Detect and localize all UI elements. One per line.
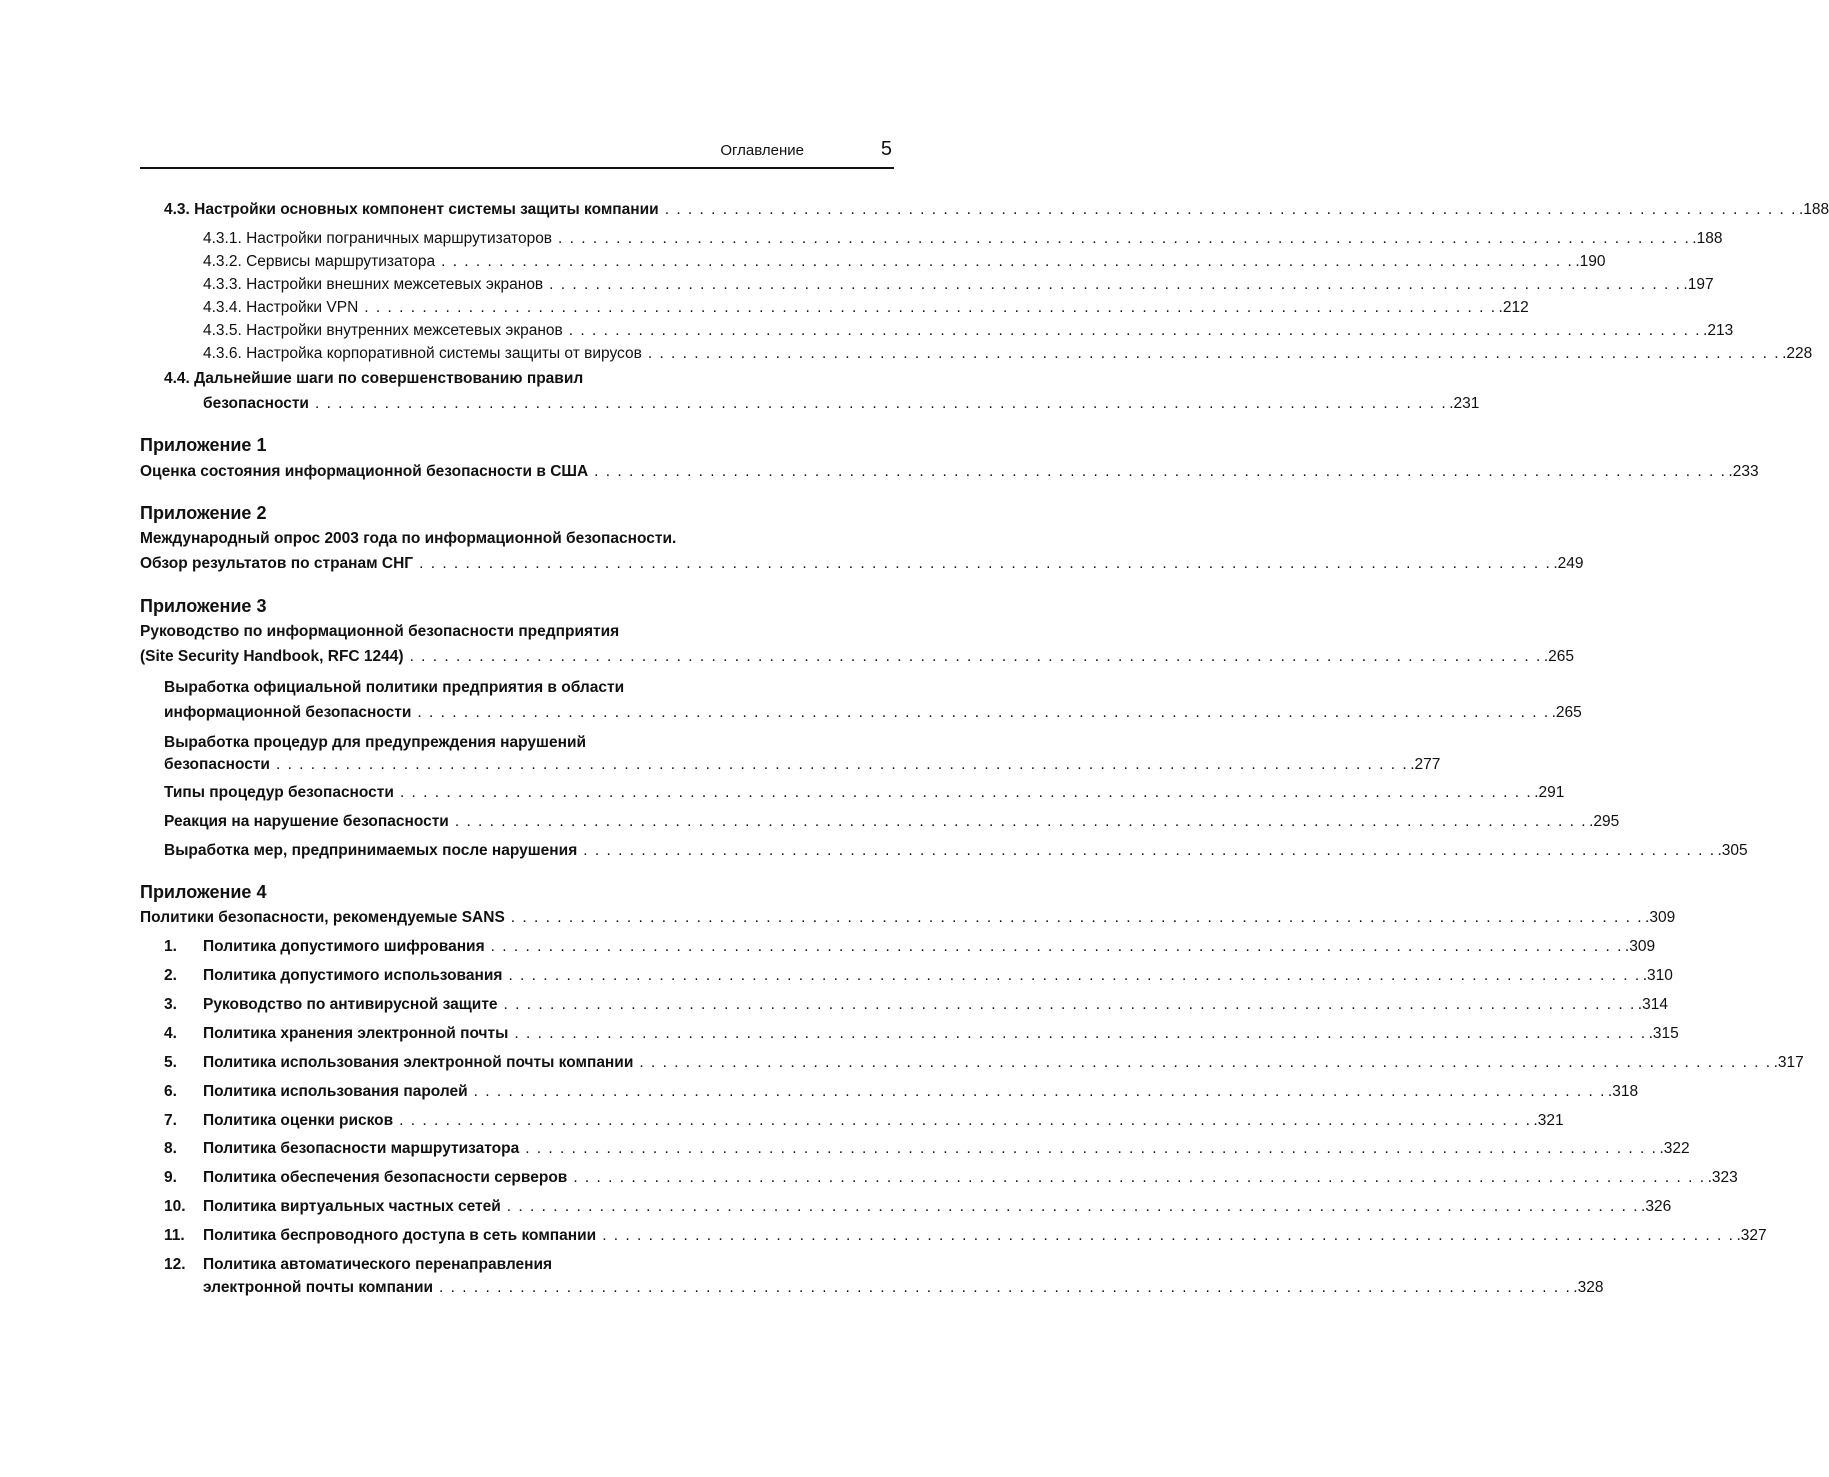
toc-entry-4-3-1[interactable] [203,229,1723,249]
toc-entry-app4-item-6[interactable] [164,1082,1639,1102]
toc-entry-title: 4.3.1. Настройки пограничных маршрутизаторов [203,230,553,247]
dot-leader: . . . . . . . . . . . . . . . . . . . . . . . . . . . . . . . . . . . . . . . . . . . . . . . . . . . . . . . . . . . . . . . . . . . . . . . . . . . . . . . . . . . . . . . . . . . . . . . . . . [549,276,1682,293]
toc-entry-title: Политики безопасности, рекомендуемые SANS [140,909,505,926]
dot-leader: . . . . . . . . . . . . . . . . . . . . . . . . . . . . . . . . . . . . . . . . . . . . . . . . . . . . . . . . . . . . . . . . . . . . . . . . . . . . . . . . . . . . . . . . . . . . . . . . . . [558,230,1691,247]
toc-entry-title: Выработка мер, предпринимаемых после нарушения [164,842,578,859]
toc-entry-app4-item-7[interactable] [164,1111,1564,1131]
toc-entry-app3-item4[interactable] [164,812,1620,832]
toc-entry-title: Политика безопасности маршрутизатора [203,1140,520,1157]
running-title: Оглавление [720,142,804,159]
toc-entry-app3-item3[interactable] [164,783,1565,803]
appendix-4-heading: Приложение 4 [140,882,267,902]
item-number: 6. [164,1083,177,1100]
header-rule [140,167,894,169]
toc-entry-4-3[interactable] [164,200,1829,220]
toc-entry-app4-item-2[interactable] [164,966,1673,986]
toc-entry-title: Реакция на нарушение безопасности [164,813,449,830]
toc-page-number: .309 [1624,938,1656,955]
toc-page-number: .326 [1641,1198,1672,1215]
toc-entry-title: Политика допустимого шифрования [203,938,485,955]
toc-page-number: .328 [1573,1279,1604,1296]
toc-entry-app3-item1-line2[interactable] [164,703,1582,723]
toc-page-number: .197 [1683,276,1714,293]
item-number: 12. [164,1256,186,1273]
dot-leader: . . . . . . . . . . . . . . . . . . . . . . . . . . . . . . . . . . . . . . . . . . . . . . . . . . . . . . . . . . . . . . . . . . . . . . . . . . . . . . . . . . . . . . . . . . . . . . . . . . [602,1227,1735,1244]
toc-entry-title: 4.3.4. Настройки VPN [203,299,359,316]
toc-page-number: .188 [1798,201,1829,218]
toc-entry-title: 4.3.2. Сервисы маршрутизатора [203,253,436,270]
dot-leader: . . . . . . . . . . . . . . . . . . . . . . . . . . . . . . . . . . . . . . . . . . . . . . . . . . . . . . . . . . . . . . . . . . . . . . . . . . . . . . . . . . . . . . . . . . . . . . . . . . [503,996,1636,1013]
dot-leader: . . . . . . . . . . . . . . . . . . . . . . . . . . . . . . . . . . . . . . . . . . . . . . . . . . . . . . . . . . . . . . . . . . . . . . . . . . . . . . . . . . . . . . . . . . . . . . . . . . [594,463,1727,480]
toc-page-number: .213 [1703,322,1734,339]
dot-leader: . . . . . . . . . . . . . . . . . . . . . . . . . . . . . . . . . . . . . . . . . . . . . . . . . . . . . . . . . . . . . . . . . . . . . . . . . . . . . . . . . . . . . . . . . . . . . . . . . . [419,555,1552,572]
toc-page-number: .212 [1498,299,1529,316]
toc-entry-title: 4.3.6. Настройка корпоративной системы защиты от вирусов [203,345,642,362]
toc-page-number: .249 [1553,555,1584,572]
toc-entry-title-cont: (Site Security Handbook, RFC 1244) [140,648,404,665]
dot-leader: . . . . . . . . . . . . . . . . . . . . . . . . . . . . . . . . . . . . . . . . . . . . . . . . . . . . . . . . . . . . . . . . . . . . . . . . . . . . . . . . . . . . . . . . . . . . . . . . . . [510,909,1644,926]
dot-leader: . . . . . . . . . . . . . . . . . . . . . . . . . . . . . . . . . . . . . . . . . . . . . . . . . . . . . . . . . . . . . . . . . . . . . . . . . . . . . . . . . . . . . . . . . . . . . . . . . . [275,756,1409,773]
dot-leader: . . . . . . . . . . . . . . . . . . . . . . . . . . . . . . . . . . . . . . . . . . . . . . . . . . . . . . . . . . . . . . . . . . . . . . . . . . . . . . . . . . . . . . . . . . . . . . . . . . [664,201,1797,218]
toc-page-number: .322 [1659,1140,1690,1157]
running-head [140,138,894,168]
toc-entry-title: Политика использования паролей [203,1083,468,1100]
toc-entry-title: 4.3. Настройки основных компонент системы защиты компании [164,201,659,218]
toc-entry-title-cont: безопасности [203,395,309,412]
toc-entry-title: Политика беспроводного доступа в сеть компании [203,1227,597,1244]
toc-page-number: .295 [1589,813,1620,830]
toc-page-number: .321 [1533,1112,1564,1129]
dot-leader: . . . . . . . . . . . . . . . . . . . . . . . . . . . . . . . . . . . . . . . . . . . . . . . . . . . . . . . . . . . . . . . . . . . . . . . . . . . . . . . . . . . . . . . . . . . . . . . . . . [473,1083,1606,1100]
toc-entry-4-3-3[interactable] [203,275,1714,295]
toc-page-number: .188 [1692,230,1723,247]
item-number: 5. [164,1054,177,1071]
toc-entry-title: Политика хранения электронной почты [203,1025,509,1042]
toc-page-number: .265 [1551,704,1582,721]
toc-page-number: .305 [1717,842,1748,859]
dot-leader: . . . . . . . . . . . . . . . . . . . . . . . . . . . . . . . . . . . . . . . . . . . . . . . . . . . . . . . . . . . . . . . . . . . . . . . . . . . . . . . . . . . . . . . . . . . . . . . . . . [647,345,1781,362]
toc-entry-title: Выработка официальной политики предприятия в области [164,679,625,696]
dot-leader: . . . . . . . . . . . . . . . . . . . . . . . . . . . . . . . . . . . . . . . . . . . . . . . . . . . . . . . . . . . . . . . . . . . . . . . . . . . . . . . . . . . . . . . . . . . . . . . . . . [364,299,1497,316]
toc-entry-app4-item-12-line2[interactable] [203,1278,1604,1298]
toc-entry-4-3-4[interactable] [203,298,1529,318]
toc-entry-title: Выработка процедур для предупреждения нарушений [164,734,587,751]
dot-leader: . . . . . . . . . . . . . . . . . . . . . . . . . . . . . . . . . . . . . . . . . . . . . . . . . . . . . . . . . . . . . . . . . . . . . . . . . . . . . . . . . . . . . . . . . . . . . . . . . . [314,395,1448,412]
toc-entry-title: Политика допустимого использования [203,967,503,984]
toc-entry-title: Политика использования электронной почты компании [203,1054,634,1071]
toc-entry-app4-item-9[interactable] [164,1168,1738,1188]
dot-leader: . . . . . . . . . . . . . . . . . . . . . . . . . . . . . . . . . . . . . . . . . . . . . . . . . . . . . . . . . . . . . . . . . . . . . . . . . . . . . . . . . . . . . . . . . . . . . . . . . . [441,253,1574,270]
toc-entry-title: Политика автоматического перенаправления [203,1256,553,1273]
toc-entry-4-4-line1[interactable] [164,369,891,389]
toc-entry-title-cont: электронной почты компании [203,1279,434,1296]
appendix-1-heading: Приложение 1 [140,435,267,455]
dot-leader: . . . . . . . . . . . . . . . . . . . . . . . . . . . . . . . . . . . . . . . . . . . . . . . . . . . . . . . . . . . . . . . . . . . . . . . . . . . . . . . . . . . . . . . . . . . . . . . . . . [399,784,1533,801]
item-number: 7. [164,1112,177,1129]
dot-leader: . . . . . . . . . . . . . . . . . . . . . . . . . . . . . . . . . . . . . . . . . . . . . . . . . . . . . . . . . . . . . . . . . . . . . . . . . . . . . . . . . . . . . . . . . . . . . . . . . . [454,813,1588,830]
item-number: 2. [164,967,177,984]
toc-entry-app3-item2-line2[interactable] [164,755,1441,775]
toc-page-number: .314 [1637,996,1668,1013]
toc-entry-title-cont: безопасности [164,756,270,773]
toc-entry-title: 4.4. Дальнейшие шаги по совершенствованию правил [164,370,584,387]
dot-leader: . . . . . . . . . . . . . . . . . . . . . . . . . . . . . . . . . . . . . . . . . . . . . . . . . . . . . . . . . . . . . . . . . . . . . . . . . . . . . . . . . . . . . . . . . . . . . . . . . . [490,938,1623,955]
toc-page-number: .318 [1607,1083,1639,1100]
toc-entry-title: Типы процедур безопасности [164,784,394,801]
item-number: 4. [164,1025,177,1042]
toc-entry-app4-item-4[interactable] [164,1024,1679,1044]
toc-page-number: .291 [1534,784,1565,801]
dot-leader: . . . . . . . . . . . . . . . . . . . . . . . . . . . . . . . . . . . . . . . . . . . . . . . . . . . . . . . . . . . . . . . . . . . . . . . . . . . . . . . . . . . . . . . . . . . . . . . . . . [514,1025,1647,1042]
dot-leader: . . . . . . . . . . . . . . . . . . . . . . . . . . . . . . . . . . . . . . . . . . . . . . . . . . . . . . . . . . . . . . . . . . . . . . . . . . . . . . . . . . . . . . . . . . . . . . . . . . [568,322,1702,339]
dot-leader: . . . . . . . . . . . . . . . . . . . . . . . . . . . . . . . . . . . . . . . . . . . . . . . . . . . . . . . . . . . . . . . . . . . . . . . . . . . . . . . . . . . . . . . . . . . . . . . . . . [639,1054,1772,1071]
item-number: 11. [164,1227,185,1244]
dot-leader: . . . . . . . . . . . . . . . . . . . . . . . . . . . . . . . . . . . . . . . . . . . . . . . . . . . . . . . . . . . . . . . . . . . . . . . . . . . . . . . . . . . . . . . . . . . . . . . . . . [508,967,1641,984]
toc-entry-4-3-6[interactable] [203,344,1813,364]
toc-entry-app4-item-5[interactable] [164,1053,1804,1073]
toc-entry-title: 4.3.3. Настройки внешних межсетевых экранов [203,276,544,293]
dot-leader: . . . . . . . . . . . . . . . . . . . . . . . . . . . . . . . . . . . . . . . . . . . . . . . . . . . . . . . . . . . . . . . . . . . . . . . . . . . . . . . . . . . . . . . . . . . . . . . . . . [417,704,1550,721]
toc-entry-app3-item5[interactable] [164,841,1748,861]
toc-page-number: .233 [1728,463,1759,480]
item-number: 10. [164,1198,186,1215]
toc-entry-appendix-3-line1[interactable] [140,622,891,642]
appendix-3-heading: Приложение 3 [140,596,267,616]
toc-entry-title: Политика обеспечения безопасности серверов [203,1169,568,1186]
dot-leader: . . . . . . . . . . . . . . . . . . . . . . . . . . . . . . . . . . . . . . . . . . . . . . . . . . . . . . . . . . . . . . . . . . . . . . . . . . . . . . . . . . . . . . . . . . . . . . . . . . [409,648,1542,665]
toc-page-number: .310 [1642,967,1673,984]
toc-page-number: .277 [1410,756,1441,773]
toc-page-number: .327 [1736,1227,1767,1244]
toc-entry-appendix-3-line2[interactable] [140,647,1574,667]
item-number: 3. [164,996,177,1013]
toc-entry-appendix-4[interactable] [140,908,1676,928]
toc-page-number: .309 [1645,909,1676,926]
item-number: 1. [164,938,177,955]
toc-page-number: .315 [1648,1025,1679,1042]
toc-entry-title: 4.3.5. Настройки внутренних межсетевых экранов [203,322,563,339]
toc-page-number: .228 [1782,345,1813,362]
toc-entry-title-cont: информационной безопасности [164,704,412,721]
toc-entry-appendix-1[interactable] [140,462,1759,482]
dot-leader: . . . . . . . . . . . . . . . . . . . . . . . . . . . . . . . . . . . . . . . . . . . . . . . . . . . . . . . . . . . . . . . . . . . . . . . . . . . . . . . . . . . . . . . . . . . . . . . . . . [525,1140,1658,1157]
toc-page-number: .323 [1707,1169,1738,1186]
dot-leader: . . . . . . . . . . . . . . . . . . . . . . . . . . . . . . . . . . . . . . . . . . . . . . . . . . . . . . . . . . . . . . . . . . . . . . . . . . . . . . . . . . . . . . . . . . . . . . . . . . [583,842,1716,859]
toc-page-number: .231 [1449,395,1480,412]
toc-entry-title: Политика оценки рисков [203,1112,394,1129]
toc-entry-title: Международный опрос 2003 года по информационной безопасности. [140,530,677,547]
dot-leader: . . . . . . . . . . . . . . . . . . . . . . . . . . . . . . . . . . . . . . . . . . . . . . . . . . . . . . . . . . . . . . . . . . . . . . . . . . . . . . . . . . . . . . . . . . . . . . . . . . [439,1279,1572,1296]
item-number: 9. [164,1169,177,1186]
toc-page-number: .265 [1543,648,1574,665]
toc-entry-app4-item-11[interactable] [164,1226,1767,1246]
toc-page-number: .317 [1773,1054,1804,1071]
toc-entry-app4-item-12-line1[interactable] [164,1255,891,1275]
appendix-2-heading: Приложение 2 [140,503,267,523]
toc-entry-app4-item-1[interactable] [164,937,1656,957]
toc-entry-title: Оценка состояния информационной безопасности в США [140,463,589,480]
dot-leader: . . . . . . . . . . . . . . . . . . . . . . . . . . . . . . . . . . . . . . . . . . . . . . . . . . . . . . . . . . . . . . . . . . . . . . . . . . . . . . . . . . . . . . . . . . . . . . . . . . [573,1169,1706,1186]
toc-entry-appendix-2-line1[interactable] [140,529,891,549]
dot-leader: . . . . . . . . . . . . . . . . . . . . . . . . . . . . . . . . . . . . . . . . . . . . . . . . . . . . . . . . . . . . . . . . . . . . . . . . . . . . . . . . . . . . . . . . . . . . . . . . . . [399,1112,1532,1129]
toc-entry-4-3-5[interactable] [203,321,1734,341]
toc-page-number: .190 [1575,253,1606,270]
item-number: 8. [164,1140,177,1157]
toc-entry-app4-item-3[interactable] [164,995,1668,1015]
toc-entry-app4-item-8[interactable] [164,1139,1690,1159]
toc-entry-app3-item2-line1[interactable] [164,733,891,753]
toc-entry-appendix-2-line2[interactable] [140,554,1584,574]
toc-entry-app3-item1-line1[interactable] [164,678,891,698]
toc-entry-4-4-line2[interactable] [203,394,1480,414]
dot-leader: . . . . . . . . . . . . . . . . . . . . . . . . . . . . . . . . . . . . . . . . . . . . . . . . . . . . . . . . . . . . . . . . . . . . . . . . . . . . . . . . . . . . . . . . . . . . . . . . . . [506,1198,1640,1215]
toc-entry-title-cont: Обзор результатов по странам СНГ [140,555,414,572]
page-number: 5 [880,138,892,160]
toc-entry-title: Политика виртуальных частных сетей [203,1198,501,1215]
toc-entry-app4-item-10[interactable] [164,1197,1672,1217]
toc-entry-4-3-2[interactable] [203,252,1606,272]
toc-entry-title: Руководство по антивирусной защите [203,996,498,1013]
toc-entry-title: Руководство по информационной безопасности предприятия [140,623,620,640]
